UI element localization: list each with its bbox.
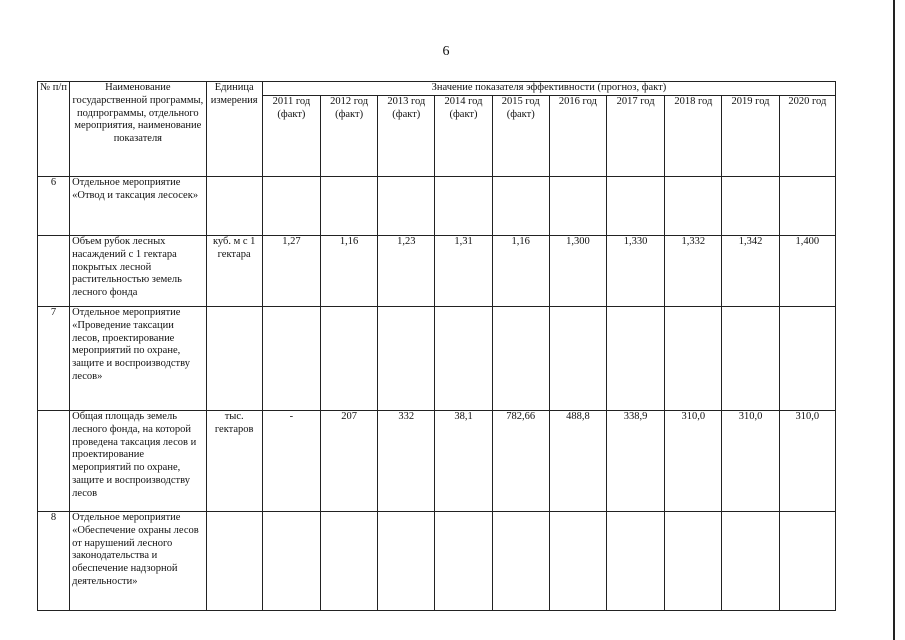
- indicators-table: [37, 81, 836, 611]
- value-cell: [722, 512, 779, 611]
- value-cell: [262, 177, 320, 236]
- header-year: 2019 год: [722, 96, 779, 177]
- row-unit: [206, 307, 262, 411]
- value-cell: 488,8: [549, 411, 606, 512]
- row-unit: [206, 177, 262, 236]
- value-cell: [435, 307, 492, 411]
- row-unit: тыс. гектаров: [206, 411, 262, 512]
- value-cell: [492, 307, 549, 411]
- value-cell: 1,300: [549, 236, 606, 307]
- value-cell: 207: [321, 411, 378, 512]
- header-year: 2011 год (факт): [262, 96, 320, 177]
- value-cell: 1,332: [665, 236, 722, 307]
- value-cell: 1,23: [378, 236, 435, 307]
- value-cell: 338,9: [607, 411, 665, 512]
- value-cell: 1,27: [262, 236, 320, 307]
- row-name: Отдельное мероприятие «Отвод и таксация лесосек»: [70, 177, 206, 236]
- value-cell: [549, 307, 606, 411]
- value-cell: [779, 307, 835, 411]
- value-cell: [549, 177, 606, 236]
- value-cell: [607, 512, 665, 611]
- header-row-top: [38, 82, 836, 96]
- value-cell: 1,342: [722, 236, 779, 307]
- value-cell: [607, 307, 665, 411]
- value-cell: 310,0: [722, 411, 779, 512]
- row-num: 7: [38, 307, 70, 411]
- value-cell: [549, 512, 606, 611]
- value-cell: 1,16: [492, 236, 549, 307]
- row-num: [38, 411, 70, 512]
- header-year: 2016 год: [549, 96, 606, 177]
- row-num: 6: [38, 177, 70, 236]
- header-year: 2015 год (факт): [492, 96, 549, 177]
- value-cell: [378, 512, 435, 611]
- value-cell: [722, 177, 779, 236]
- value-cell: [779, 512, 835, 611]
- value-cell: [321, 512, 378, 611]
- value-cell: [492, 177, 549, 236]
- row-num: 8: [38, 512, 70, 611]
- value-cell: [607, 177, 665, 236]
- value-cell: [378, 307, 435, 411]
- value-cell: [435, 512, 492, 611]
- value-cell: [378, 177, 435, 236]
- table-row: [38, 411, 836, 512]
- value-cell: [779, 177, 835, 236]
- value-cell: 782,66: [492, 411, 549, 512]
- value-cell: [321, 177, 378, 236]
- row-unit: [206, 512, 262, 611]
- value-cell: [262, 307, 320, 411]
- row-name: Общая площадь земель лесного фонда, на которой проведена таксация лесов и проектирование мероприятий по охране, защите и воспроизводству лесов: [70, 411, 206, 512]
- row-name: Отдельное мероприятие «Обеспечение охраны лесов от нарушений лесного законодательства и обеспечение надзорной деятельности»: [70, 512, 206, 611]
- row-name: Объем рубок лесных насаждений с 1 гектара покрытых лесной растительностью земель лесного фонда: [70, 236, 206, 307]
- value-cell: -: [262, 411, 320, 512]
- value-cell: 1,330: [607, 236, 665, 307]
- value-cell: 310,0: [665, 411, 722, 512]
- page-edge-line: [893, 0, 895, 640]
- page-number: 6: [442, 44, 450, 59]
- value-cell: [435, 177, 492, 236]
- value-cell: 1,400: [779, 236, 835, 307]
- header-group: Значение показателя эффективности (прогноз, факт): [262, 82, 835, 96]
- value-cell: 332: [378, 411, 435, 512]
- value-cell: [262, 512, 320, 611]
- value-cell: 38,1: [435, 411, 492, 512]
- table-row: [38, 512, 836, 611]
- header-name: Наименование государственной программы, подпрограммы, отдельного мероприятия, наименование показателя: [70, 82, 206, 177]
- header-year: 2017 год: [607, 96, 665, 177]
- header-num: № п/п: [38, 82, 70, 177]
- table-row: [38, 236, 836, 307]
- header-year: 2014 год (факт): [435, 96, 492, 177]
- value-cell: [665, 307, 722, 411]
- value-cell: [321, 307, 378, 411]
- value-cell: 1,31: [435, 236, 492, 307]
- header-year: 2013 год (факт): [378, 96, 435, 177]
- row-name: Отдельное мероприятие «Проведение таксации лесов, проектирование мероприятий по охране, защите и воспроизводству лесов»: [70, 307, 206, 411]
- value-cell: 310,0: [779, 411, 835, 512]
- header-year: 2018 год: [665, 96, 722, 177]
- row-num: [38, 236, 70, 307]
- value-cell: [722, 307, 779, 411]
- table-row: [38, 307, 836, 411]
- value-cell: [492, 512, 549, 611]
- header-year: 2020 год: [779, 96, 835, 177]
- value-cell: [665, 177, 722, 236]
- value-cell: [665, 512, 722, 611]
- table-row: [38, 177, 836, 236]
- value-cell: 1,16: [321, 236, 378, 307]
- row-unit: куб. м с 1 гектара: [206, 236, 262, 307]
- header-year: 2012 год (факт): [321, 96, 378, 177]
- header-unit: Единица измерения: [206, 82, 262, 177]
